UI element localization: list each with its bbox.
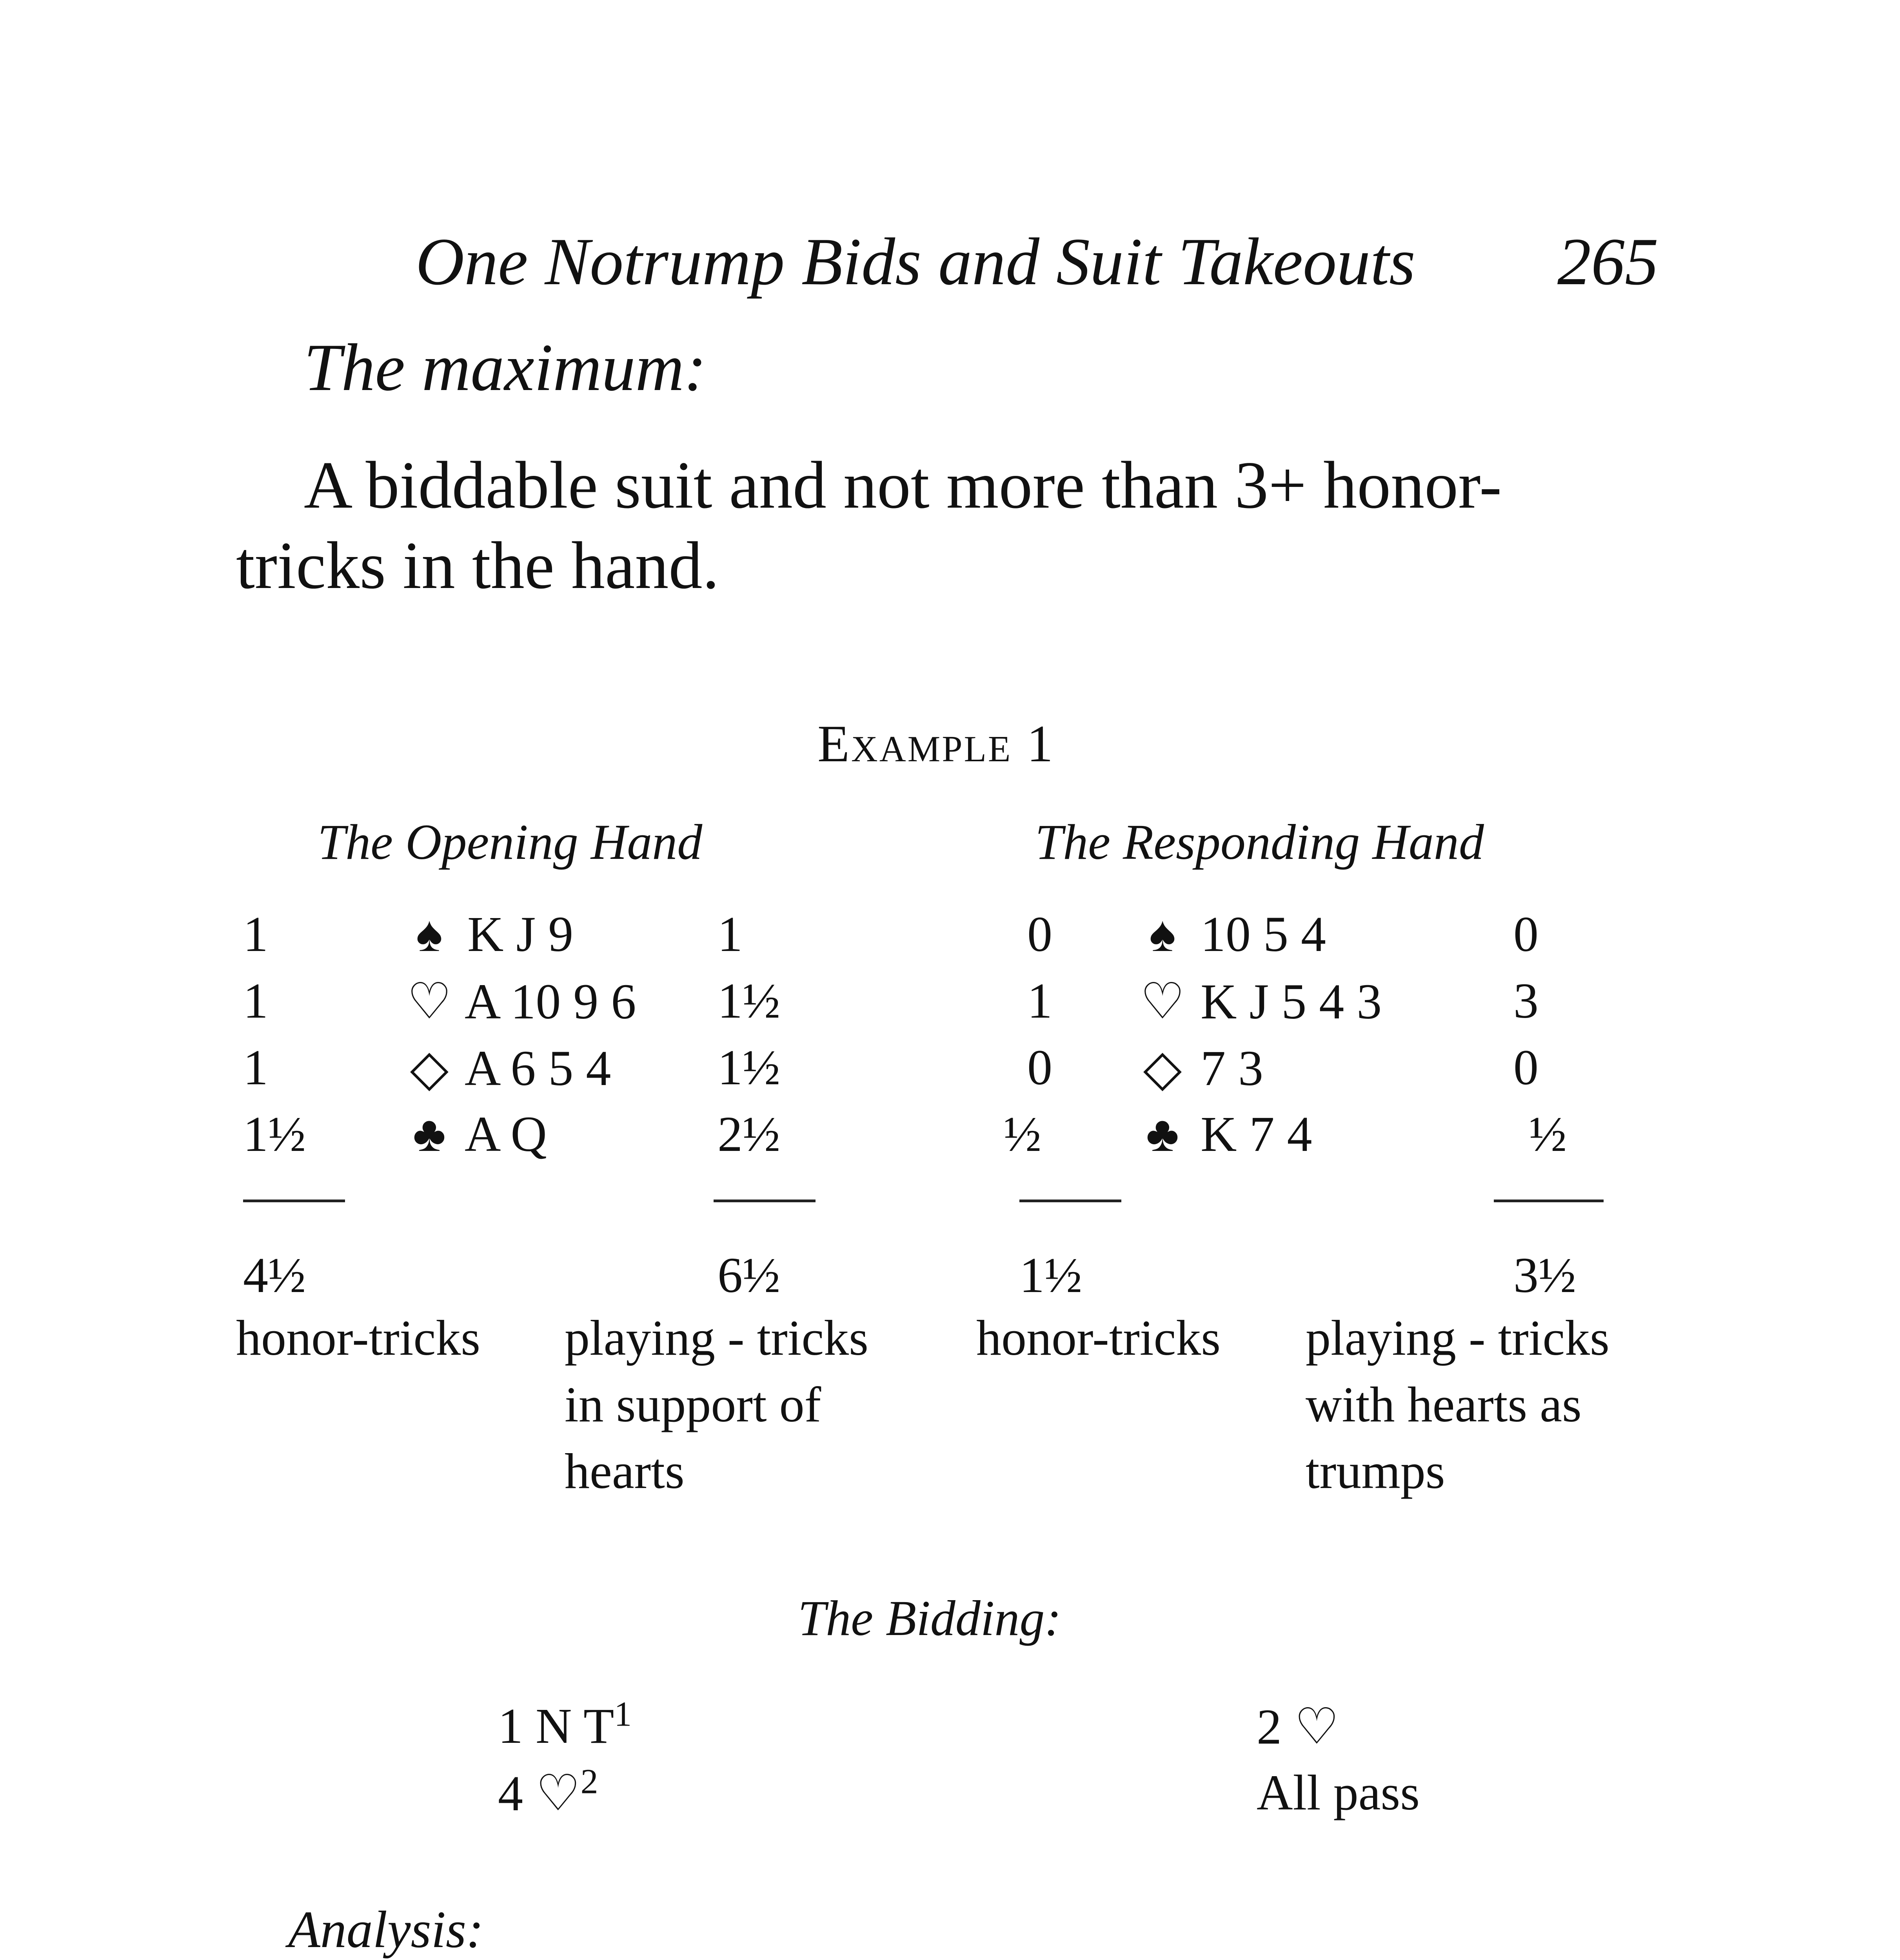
opening-row-3-cards: A 6 5 4 [464,1040,611,1096]
bid-responder-2: All pass [1257,1765,1420,1820]
opening-row-1-holding [404,906,573,963]
bid-opener-1-text: 1 N T [498,1698,614,1754]
responding-row-1-honor: 0 [1027,906,1052,962]
responding-row-1-playing: 0 [1513,906,1539,962]
opening-playing-caption-1: playing - tricks [565,1310,868,1366]
responding-row-1-holding [1137,906,1326,963]
maximum-line-2: tricks in the hand. [236,528,719,603]
diamond-icon: ◇ [410,1040,449,1096]
responding-row-2-playing: 3 [1513,973,1539,1029]
bid-responder-1: 2 ♡ [1257,1699,1339,1755]
opening-row-4-holding [404,1105,547,1163]
club-icon: ♣ [1146,1106,1179,1162]
responding-row-3-playing: 0 [1513,1040,1539,1095]
opening-row-4-cards: A Q [464,1106,547,1162]
maximum-heading: The maximum: [304,330,707,405]
bid-opener-2-text: 4 ♡ [498,1766,581,1821]
responding-row-2-honor: 1 [1027,973,1052,1029]
responding-playing-caption-1: playing - tricks [1306,1310,1609,1366]
opening-row-3-playing: 1½ [717,1040,780,1095]
heart-icon: ♡ [407,974,452,1029]
header-title: One Notrump Bids and Suit Takeouts [416,225,1415,299]
footnote-ref-2: 2 [580,1762,598,1801]
opening-playing-caption-3: hearts [565,1443,685,1499]
opening-hand-title: The Opening Hand [318,814,703,870]
responding-row-2-holding [1137,972,1382,1031]
opening-honor-total: 4½ [243,1247,306,1303]
opening-row-1-playing: 1 [717,906,743,962]
heart-icon: ♡ [1140,974,1185,1029]
responding-row-4-honor: ½ [1004,1106,1041,1162]
analysis-heading: Analysis: [288,1900,484,1958]
responding-honor-caption: honor-tricks [976,1310,1221,1366]
responding-row-3-cards: 7 3 [1201,1040,1263,1096]
responding-hand-title: The Responding Hand [1035,814,1484,870]
responding-playing-total-rule [1494,1200,1604,1202]
example-label: Example 1 [817,715,1055,773]
responding-playing-total: 3½ [1513,1247,1576,1303]
footnote-ref-1: 1 [614,1695,632,1734]
opening-row-3-honor: 1 [243,1040,268,1095]
opening-playing-total: 6½ [717,1247,780,1303]
club-icon: ♣ [413,1106,446,1162]
opening-row-3-holding [404,1039,611,1097]
responding-playing-caption-3: trumps [1306,1443,1445,1499]
responding-row-4-holding [1137,1105,1312,1163]
opening-row-4-honor: 1½ [243,1106,306,1162]
spade-icon: ♠ [416,906,443,962]
bidding-heading: The Bidding: [798,1590,1061,1646]
opening-row-2-playing: 1½ [717,973,780,1029]
bid-opener-2 [498,1764,598,1822]
opening-row-1-cards: K J 9 [467,906,574,962]
opening-row-1-honor: 1 [243,906,268,962]
responding-row-4-cards: K 7 4 [1201,1106,1312,1162]
responding-playing-caption-2: with hearts as [1306,1377,1582,1432]
responding-row-3-holding [1137,1039,1263,1097]
page-number: 265 [1557,225,1658,299]
diamond-icon: ◇ [1143,1040,1182,1096]
responding-honor-total: 1½ [1019,1247,1082,1303]
maximum-line-1: A biddable suit and not more than 3+ honor- [304,448,1502,523]
responding-honor-total-rule [1019,1200,1121,1202]
opening-honor-total-rule [243,1200,345,1202]
opening-honor-caption: honor-tricks [236,1310,481,1366]
running-header [416,223,1658,301]
responding-row-1-cards: 10 5 4 [1201,906,1326,962]
responding-row-3-honor: 0 [1027,1040,1052,1095]
spade-icon: ♠ [1149,906,1176,962]
opening-row-2-honor: 1 [243,973,268,1029]
responding-row-2-cards: K J 5 4 3 [1201,974,1382,1029]
opening-playing-caption-2: in support of [565,1377,821,1432]
opening-playing-total-rule [714,1200,816,1202]
bid-opener-1 [498,1697,632,1755]
opening-row-2-holding [404,972,636,1031]
opening-row-2-cards: A 10 9 6 [464,974,636,1029]
responding-row-4-playing: ½ [1529,1106,1567,1162]
opening-row-4-playing: 2½ [717,1106,780,1162]
